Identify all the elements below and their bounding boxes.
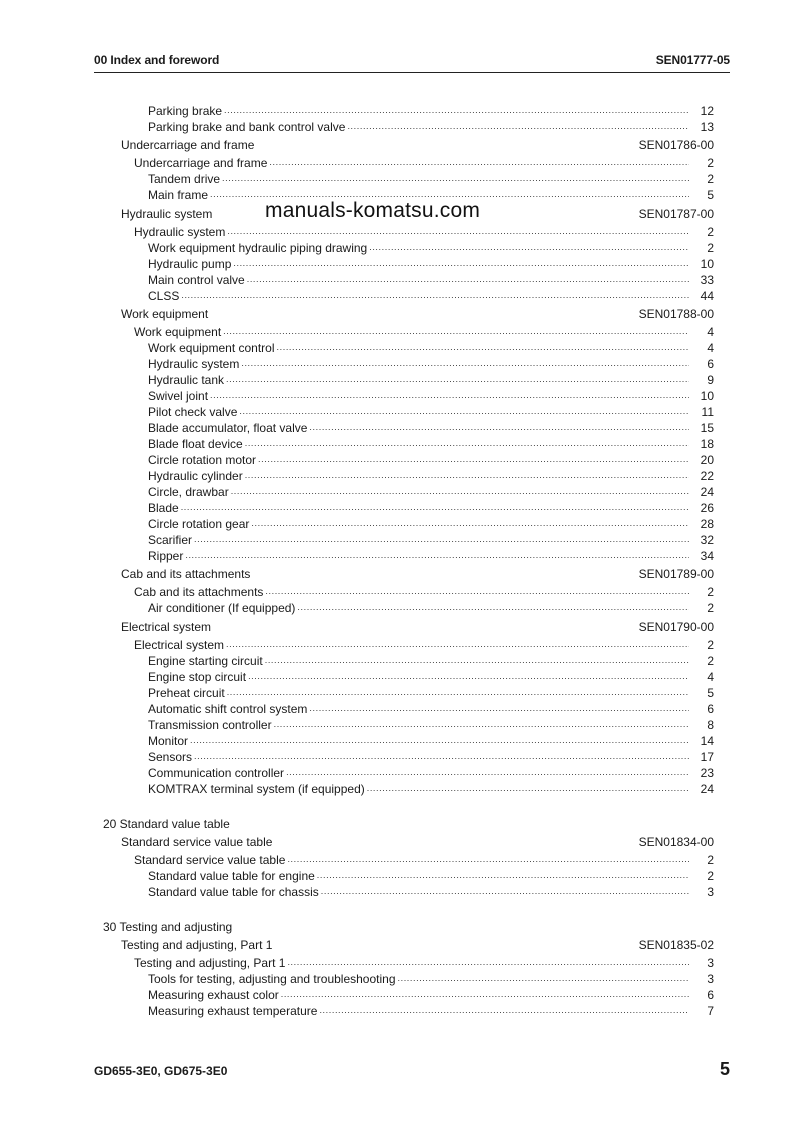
- toc-page-number: 10: [700, 256, 714, 271]
- toc-entry: [148, 355, 714, 371]
- dot-leader: [274, 720, 689, 729]
- dot-leader: [248, 672, 689, 681]
- toc-page-number: 2: [707, 653, 714, 668]
- dot-leader: [223, 327, 689, 336]
- toc-entry-title: Circle rotation gear: [148, 516, 250, 531]
- toc-section-entry: [121, 305, 714, 321]
- toc-page-number: 6: [707, 356, 714, 371]
- toc-entry: [148, 483, 714, 499]
- dot-leader: [227, 688, 689, 697]
- toc-page-number: 6: [707, 987, 714, 1002]
- toc-page-number: 24: [700, 781, 714, 796]
- toc-page-number: 11: [701, 404, 714, 419]
- toc-section-entry: [121, 136, 714, 152]
- toc-page-number: 2: [707, 637, 714, 652]
- toc-page-number: 7: [707, 1003, 714, 1018]
- toc-entry: [148, 668, 714, 684]
- dot-leader: [226, 640, 689, 649]
- dot-leader: [319, 1006, 689, 1015]
- dot-leader: [194, 535, 689, 544]
- dot-leader: [181, 291, 689, 300]
- dot-leader: [287, 855, 689, 864]
- toc-entry: [148, 118, 714, 134]
- dot-leader: [369, 243, 689, 252]
- toc-entry: [148, 986, 714, 1002]
- toc-entry-title: Work equipment: [134, 324, 222, 339]
- dot-leader: [309, 423, 689, 432]
- toc-entry-title: Hydraulic system: [148, 356, 240, 371]
- dot-leader: [258, 455, 689, 464]
- toc-document-code: SEN01834-00: [638, 834, 714, 849]
- toc-page-number: 12: [700, 104, 714, 118]
- toc-entry-title: Parking brake: [148, 104, 223, 118]
- dot-leader: [269, 158, 689, 167]
- toc-entry: [148, 732, 714, 748]
- toc-entry-title: Scarifier: [148, 532, 193, 547]
- toc-page-number: 3: [707, 971, 714, 986]
- toc-entry-title: Engine stop circuit: [148, 669, 247, 684]
- toc-page-number: 3: [707, 955, 714, 970]
- dot-leader: [245, 439, 689, 448]
- toc-entry: [148, 467, 714, 483]
- toc-chapter-heading: [103, 918, 714, 934]
- toc-page-number: 28: [700, 516, 714, 531]
- toc-entry-title: 20 Standard value table: [103, 816, 230, 831]
- dot-leader: [281, 990, 689, 999]
- toc-document-code: SEN01788-00: [638, 306, 714, 321]
- toc-entry-title: Undercarriage and frame: [121, 138, 255, 153]
- toc-entry: [148, 102, 714, 118]
- toc-document-code: SEN01786-00: [638, 138, 714, 153]
- toc-entry: [148, 451, 714, 467]
- toc-entry: [148, 764, 714, 780]
- watermark-text: manuals-komatsu.com: [265, 199, 481, 222]
- dot-leader: [287, 958, 689, 967]
- toc-entry-title: Engine starting circuit: [148, 653, 263, 668]
- toc-entry-title: Hydraulic tank: [148, 372, 225, 387]
- dot-leader: [286, 768, 689, 777]
- toc-entry: [134, 583, 714, 599]
- dot-leader: [251, 519, 689, 528]
- dot-leader: [210, 391, 689, 400]
- toc-entry: [148, 287, 714, 303]
- dot-leader: [190, 736, 689, 745]
- toc-page-number: 2: [707, 868, 714, 883]
- toc-entry-title: Testing and adjusting, Part 1: [134, 955, 286, 970]
- toc-entry-title: Hydraulic pump: [148, 256, 232, 271]
- toc-entry-title: Preheat circuit: [148, 685, 225, 700]
- toc-entry: [148, 883, 714, 899]
- footer-model-names: GD655-3E0, GD675-3E0: [94, 1064, 228, 1078]
- dot-leader: [265, 587, 689, 596]
- toc-entry: [148, 970, 714, 986]
- toc-page-number: 20: [700, 452, 714, 467]
- toc-entry-title: Cab and its attachments: [134, 585, 264, 600]
- toc-entry-title: Electrical system: [134, 637, 225, 652]
- toc-chapter-heading: [103, 815, 714, 831]
- toc-entry-title: Blade float device: [148, 436, 243, 451]
- toc-entry-title: Undercarriage and frame: [134, 156, 268, 171]
- toc-entry-title: Work equipment control: [148, 340, 275, 355]
- dot-leader: [309, 704, 689, 713]
- toc-entry: [148, 499, 714, 515]
- toc-entry-title: Main control valve: [148, 272, 245, 287]
- toc-entry: [148, 419, 714, 435]
- page-header: [94, 52, 730, 73]
- toc-page-number: 14: [700, 733, 714, 748]
- toc-entry: [148, 255, 714, 271]
- toc-entry-title: Hydraulic cylinder: [148, 468, 243, 483]
- toc-entry-title: Blade accumulator, float valve: [148, 420, 308, 435]
- toc-entry: [148, 599, 714, 615]
- toc-entry-title: Automatic shift control system: [148, 701, 308, 716]
- dot-leader: [297, 603, 689, 612]
- toc-entry-title: Parking brake and bank control valve: [148, 120, 346, 134]
- toc-page-number: 15: [700, 420, 714, 435]
- toc-entry-title: Ripper: [148, 548, 184, 563]
- toc-page-number: 2: [707, 601, 714, 616]
- dot-leader: [367, 784, 689, 793]
- toc-entry-title: Standard service value table: [121, 834, 273, 849]
- toc-entry-title: Testing and adjusting, Part 1: [121, 937, 273, 952]
- toc-entry: [148, 684, 714, 700]
- toc-page-number: 4: [707, 669, 714, 684]
- page-footer: [94, 1060, 730, 1080]
- toc-entry: [148, 515, 714, 531]
- toc-page-number: 2: [707, 585, 714, 600]
- dot-leader: [194, 752, 689, 761]
- toc-page-number: 44: [700, 288, 714, 303]
- toc-entry-title: Tools for testing, adjusting and troubleshooting: [148, 971, 396, 986]
- toc-entry: [148, 748, 714, 764]
- toc-section-entry: [121, 205, 714, 221]
- toc-entry: [148, 700, 714, 716]
- dot-leader: [241, 359, 689, 368]
- toc-entry: [148, 271, 714, 287]
- toc-entry-title: Swivel joint: [148, 388, 209, 403]
- toc-entry: [148, 1002, 714, 1018]
- toc-page-number: 4: [707, 324, 714, 339]
- toc-entry-title: Sensors: [148, 749, 193, 764]
- toc-entry: [134, 851, 714, 867]
- toc-entry-title: Work equipment hydraulic piping drawing: [148, 240, 368, 255]
- toc-entry: [148, 716, 714, 732]
- toc-entry-title: Measuring exhaust color: [148, 987, 279, 1002]
- toc-page-number: 2: [707, 172, 714, 187]
- toc-entry: [134, 323, 714, 339]
- toc-page-number: 22: [700, 468, 714, 483]
- toc-entry: [134, 954, 714, 970]
- toc-page-number: 8: [707, 717, 714, 732]
- toc-document-code: SEN01787-00: [638, 206, 714, 221]
- dot-leader: [181, 503, 689, 512]
- toc-document-code: SEN01835-02: [638, 937, 714, 952]
- toc-entry: [148, 170, 714, 186]
- toc-section-entry: [121, 618, 714, 634]
- toc-page-number: 6: [707, 701, 714, 716]
- toc-page-number: 18: [700, 436, 714, 451]
- dot-leader: [233, 259, 689, 268]
- dot-leader: [347, 122, 689, 131]
- dot-leader: [239, 407, 689, 416]
- dot-leader: [321, 887, 689, 896]
- toc-page-number: 2: [707, 224, 714, 239]
- toc-entry: [148, 531, 714, 547]
- toc-entry-title: Cab and its attachments: [121, 567, 251, 582]
- toc-page-number: 2: [707, 156, 714, 171]
- toc-entry: [134, 223, 714, 239]
- toc-entry: [148, 339, 714, 355]
- dot-leader: [317, 871, 689, 880]
- dot-leader: [265, 656, 689, 665]
- toc-document-code: SEN01789-00: [638, 567, 714, 582]
- toc-entry-title: Tandem drive: [148, 172, 221, 187]
- dot-leader: [226, 375, 689, 384]
- toc-page-number: 10: [700, 388, 714, 403]
- toc-entry: [148, 652, 714, 668]
- toc-entry-title: Circle rotation motor: [148, 452, 257, 467]
- dot-leader: [398, 974, 690, 983]
- toc-entry: [148, 387, 714, 403]
- toc-entry-title: Measuring exhaust temperature: [148, 1003, 318, 1018]
- toc-page-number: 32: [700, 532, 714, 547]
- dot-leader: [231, 487, 689, 496]
- toc-entry-title: Standard service value table: [134, 852, 286, 867]
- toc-entry: [148, 547, 714, 563]
- toc-entry: [134, 636, 714, 652]
- toc-entry-title: Standard value table for chassis: [148, 884, 319, 899]
- toc-section-entry: [121, 833, 714, 849]
- toc-entry-title: Main frame: [148, 188, 209, 203]
- toc-page-number: 4: [707, 340, 714, 355]
- toc-page-number: 5: [707, 685, 714, 700]
- toc-page-number: 33: [700, 272, 714, 287]
- toc-page-number: 17: [700, 749, 714, 764]
- header-section-title: 00 Index and foreword: [94, 53, 220, 67]
- toc-page-number: 23: [700, 765, 714, 780]
- dot-leader: [245, 471, 689, 480]
- toc-entry-title: Pilot check valve: [148, 404, 238, 419]
- toc-entry: [134, 154, 714, 170]
- toc-page-number: 24: [700, 484, 714, 499]
- toc-entry-title: CLSS: [148, 288, 180, 303]
- toc-entry-title: Standard value table for engine: [148, 868, 315, 883]
- toc-entry-title: 30 Testing and adjusting: [103, 919, 233, 934]
- toc-entry: [148, 186, 714, 202]
- dot-leader: [222, 174, 689, 183]
- toc-entry-title: Communication controller: [148, 765, 285, 780]
- dot-leader: [247, 275, 689, 284]
- toc-entry-title: Air conditioner (If equipped): [148, 601, 296, 616]
- toc-entry-title: KOMTRAX terminal system (if equipped): [148, 781, 365, 796]
- toc-page-number: 9: [707, 372, 714, 387]
- toc-entry: [148, 239, 714, 255]
- dot-leader: [210, 190, 689, 199]
- dot-leader: [227, 227, 689, 236]
- toc-entry: [148, 371, 714, 387]
- toc-entry-title: Monitor: [148, 733, 189, 748]
- toc-entry-title: Hydraulic system: [121, 206, 213, 221]
- toc-entry: [148, 435, 714, 451]
- dot-leader: [224, 106, 689, 115]
- dot-leader: [277, 343, 689, 352]
- toc-page-number: 2: [707, 240, 714, 255]
- toc-entry: [148, 780, 714, 796]
- toc-page-number: 3: [707, 884, 714, 899]
- toc-entry-title: Transmission controller: [148, 717, 272, 732]
- toc-page-number: 34: [700, 548, 714, 563]
- toc-entry-title: Work equipment: [121, 306, 209, 321]
- toc-entry-title: Electrical system: [121, 619, 212, 634]
- header-document-code: SEN01777-05: [655, 53, 730, 67]
- toc-page-number: 2: [707, 852, 714, 867]
- dot-leader: [185, 551, 689, 560]
- toc-entry: [148, 867, 714, 883]
- footer-page-number: 5: [719, 1059, 730, 1079]
- toc-entry: [148, 403, 714, 419]
- toc-entry-title: Hydraulic system: [134, 224, 226, 239]
- toc-page-number: 26: [700, 500, 714, 515]
- toc-entry-title: Circle, drawbar: [148, 484, 229, 499]
- toc-page-number: 13: [700, 120, 714, 134]
- toc-entry-title: Blade: [148, 500, 179, 515]
- toc-document-code: SEN01790-00: [638, 619, 714, 634]
- toc-section-entry: [121, 565, 714, 581]
- toc-page-number: 5: [707, 188, 714, 203]
- toc-section-entry: [121, 936, 714, 952]
